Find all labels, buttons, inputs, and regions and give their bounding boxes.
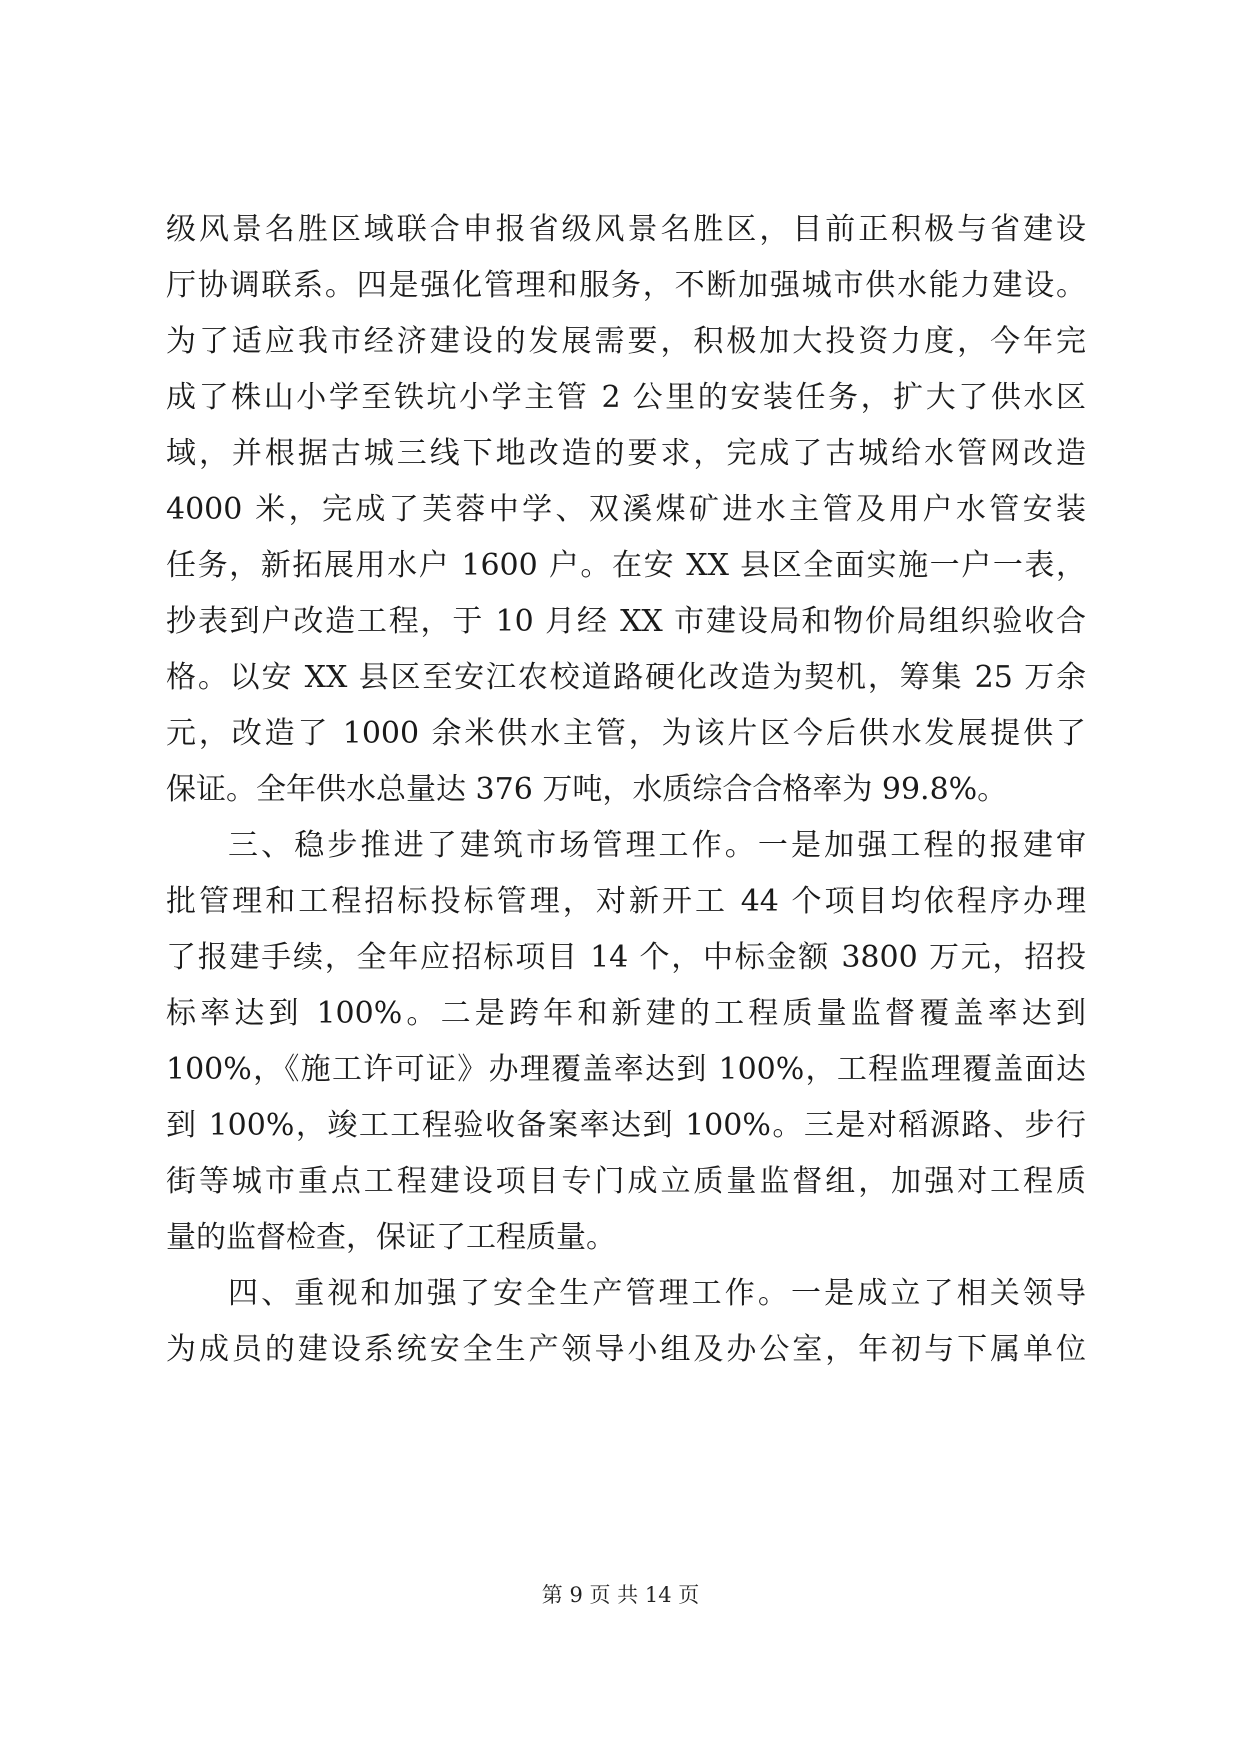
section-heading-line: 三、稳步推进了建筑市场管理工作。一是加强工程的报建审 [228,828,1086,863]
paragraph-line: 格。以安 XX 县区至安江农校道路硬化改造为契机，筹集 25 万余 [166,660,1086,695]
paragraph-line: 级风景名胜区域联合申报省级风景名胜区，目前正积极与省建设 [166,212,1086,247]
paragraph-line: 保证。全年供水总量达 376 万吨，水质综合合格率为 99.8%。 [166,772,1008,807]
paragraph-line: 元，改造了 1000 余米供水主管，为该片区今后供水发展提供了 [166,716,1086,751]
paragraph-line: 厅协调联系。四是强化管理和服务，不断加强城市供水能力建设。 [166,268,1086,303]
page-number-footer: 第 9 页 共 14 页 [541,1583,700,1607]
paragraph-line: 街等城市重点工程建设项目专门成立质量监督组，加强对工程质 [166,1164,1086,1199]
paragraph-line: 为了适应我市经济建设的发展需要，积极加大投资力度，今年完 [166,324,1086,359]
paragraph-line: 域，并根据古城三线下地改造的要求，完成了古城给水管网改造 [166,436,1086,471]
section-heading-line: 四、重视和加强了安全生产管理工作。一是成立了相关领导 [228,1276,1086,1311]
paragraph-line: 4000 米，完成了芙蓉中学、双溪煤矿进水主管及用户水管安装 [166,492,1086,527]
paragraph-line: 成了株山小学至铁坑小学主管 2 公里的安装任务，扩大了供水区 [166,380,1086,415]
paragraph-line: 任务，新拓展用水户 1600 户。在安 XX 县区全面实施一户一表， [166,548,1086,583]
paragraph-line: 100%，《施工许可证》办理覆盖率达到 100%，工程监理覆盖面达 [166,1052,1086,1087]
paragraph-line: 量的监督检查，保证了工程质量。 [166,1220,616,1255]
paragraph-line: 标率达到 100%。二是跨年和新建的工程质量监督覆盖率达到 [166,996,1086,1031]
paragraph-line: 了报建手续，全年应招标项目 14 个，中标金额 3800 万元，招投 [166,940,1086,975]
paragraph-line: 抄表到户改造工程，于 10 月经 XX 市建设局和物价局组织验收合 [166,604,1086,639]
paragraph-line: 批管理和工程招标投标管理，对新开工 44 个项目均依程序办理 [166,884,1086,919]
paragraph-line: 到 100%，竣工工程验收备案率达到 100%。三是对稻源路、步行 [166,1108,1086,1143]
paragraph-line: 为成员的建设系统安全生产领导小组及办公室，年初与下属单位 [166,1332,1086,1367]
